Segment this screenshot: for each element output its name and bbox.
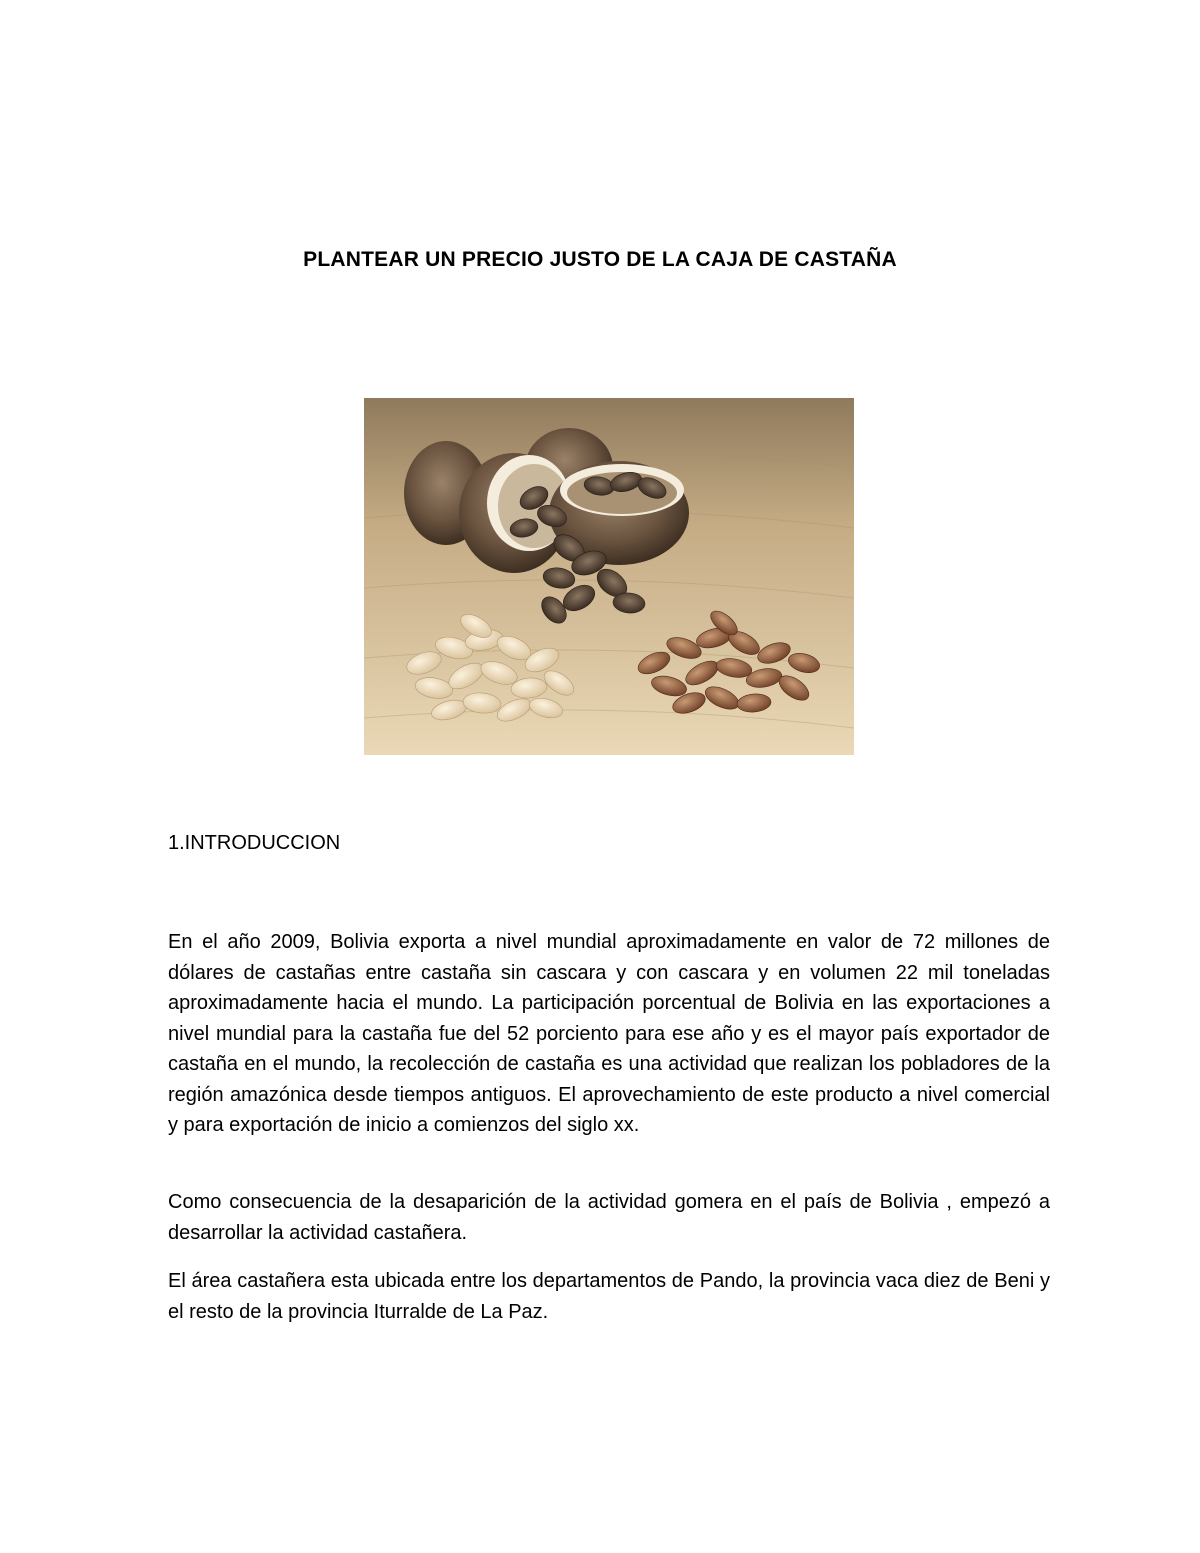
paragraph-3: El área castañera esta ubicada entre los departamentos de Pando, la provincia vaca diez de Beni y el resto de la provincia Iturralde de La Paz. xyxy=(168,1270,1050,1323)
document-title: PLANTEAR UN PRECIO JUSTO DE LA CAJA DE CASTAÑA xyxy=(303,248,897,271)
paragraph-1: En el año 2009, Bolivia exporta a nivel mundial aproximadamente en valor de 72 millones de dólares de castañas entre castaña sin cascara y con cascara y en volumen 22 mil toneladas aproximadamente hacia el mundo. La participación porcentual de Bolivia en las exportaciones a nivel mundial para la castaña fue del 52 porciento para ese año y es el mayor país exportador de castaña en el mundo, la recolección de castaña es una actividad que realizan los pobladores de la región amazónica desde tiempos antiguos. El aprovechamiento de este producto a nivel comercial y para exportación de inicio a comienzos del siglo xx. xyxy=(168,931,1050,1136)
brazil-nuts-photo xyxy=(364,398,854,755)
paragraph-2: Como consecuencia de la desaparición de la actividad gomera en el país de Bolivia , empezó a desarrollar la actividad castañera. xyxy=(168,1191,1050,1244)
section-heading: 1.INTRODUCCION xyxy=(168,832,341,854)
